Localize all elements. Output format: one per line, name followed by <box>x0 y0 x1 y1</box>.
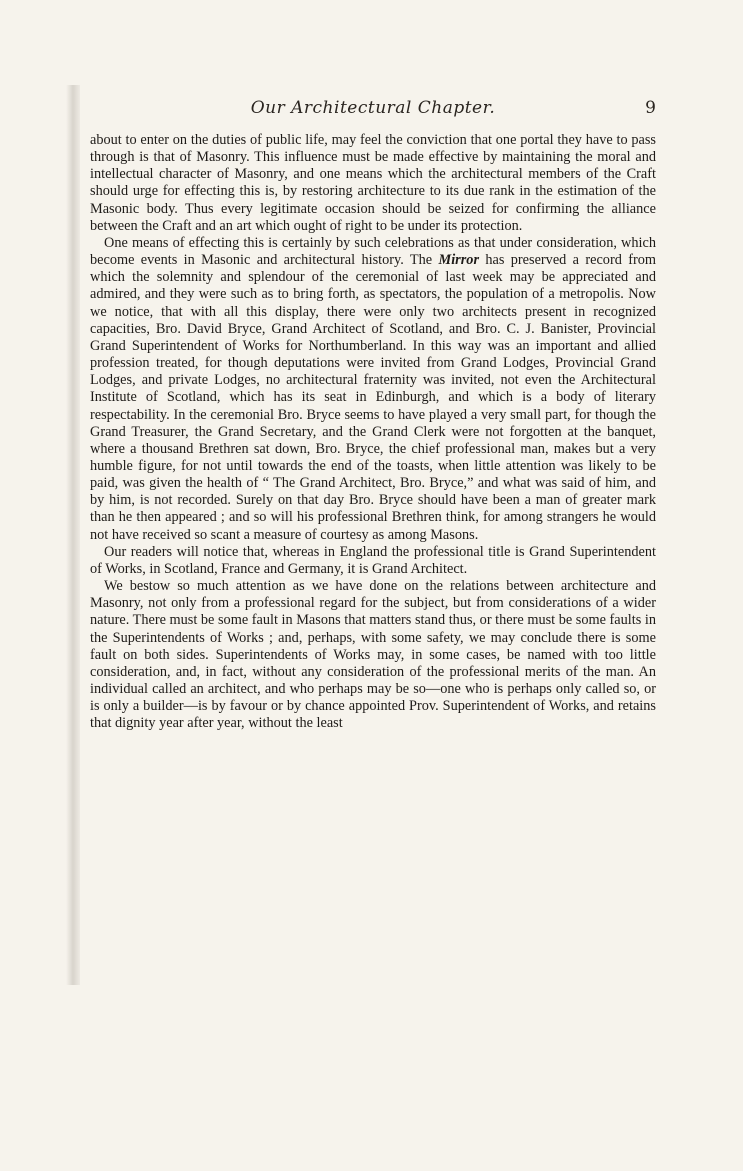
paragraph-1: about to enter on the duties of public life, may feel the conviction that one portal they have to pass through is that of Masonry. This influence must be made effective by maintaining the moral and intellectual character of Masonry, and one means which the architectural members of the Craft should urge for effecting this is, by restoring architecture to its due rank in the estimation of the Masonic body. Thus every legitimate occasion should be seized for confirming the alliance between the Craft and an art which ought of right to be under its protection. <box>90 132 656 234</box>
paragraph-2-lead: One means of effecting this is certainly by such celebrations as that under consideration, which become events in Masonic and architectural history. The <box>90 234 656 269</box>
page-number: 9 <box>645 98 656 118</box>
paragraph-2 <box>90 235 656 544</box>
paragraph-4: We bestow so much attention as we have done on the relations between architecture and Masonry, not only from a professional regard for the subject, but from considerations of a wider nature. There must be some fault in Masons that matters stand thus, or there must be some faults in the Superintendents of Works ; and, perhaps, with some safety, we may conclude there is some fault on both sides. Superintendents of Works may, in some cases, be named with too little consideration, and, in fact, without any consideration of the professional merits of the man. An individual called an architect, and who perhaps may be so—one who is perhaps only called so, or is only a builder—is by favour or by chance appointed Prov. Superintendent of Works, and retains that dignity year after year, without the least <box>90 578 656 732</box>
article-body <box>90 132 656 732</box>
paragraph-3: Our readers will notice that, whereas in England the professional title is Grand Superintendent of Works, in Scotland, France and Germany, it is Grand Architect. <box>90 543 656 577</box>
mirror-title: Mirror <box>438 252 480 269</box>
running-head: Our Architectural Chapter. <box>250 98 496 118</box>
paragraph-2-rest: has preserved a record from which the solemnity and splendour of the ceremonial of last week may be appreciated and admired, and they were such as to bring forth, as spectators, the population of a metropolis. Now we notice, that with all this display, there were only two architects present in recognized capacities, Bro. David Bryce, Grand Architect of Scotland, and Bro. C. J. Banister, Provincial Grand Superintendent of Works for Northumberland. In this way was an important and allied profession treated, for though deputations were invited from Grand Lodges, Provincial Grand Lodges, and private Lodges, no architectural fraternity was invited, not even the Architectural Institute of Scotland, which has its seat in Edinburgh, and which is a body of literary respectability. In the ceremonial Bro. Bryce seems to have played a very small part, for though the Grand Treasurer, the Grand Secretary, and the Grand Clerk were not forgotten at the banquet, where a thousand Brethren sat down, Bro. Bryce, the chief professional man, makes but a very humble figure, for not until towards the end of the toasts, when little attention was likely to be paid, was given the health of “ The Grand Architect, Bro. Bryce,” and what was said of him, and by him, is not recorded. Surely on that day Bro. Bryce should have been a man of greater mark than he then appeared ; and so will his professional Brethren think, for among strangers he would not have received so scant a measure of courtesy as among Masons. <box>90 252 656 543</box>
binding-gutter-shadow <box>66 85 80 985</box>
page-header <box>88 98 658 122</box>
